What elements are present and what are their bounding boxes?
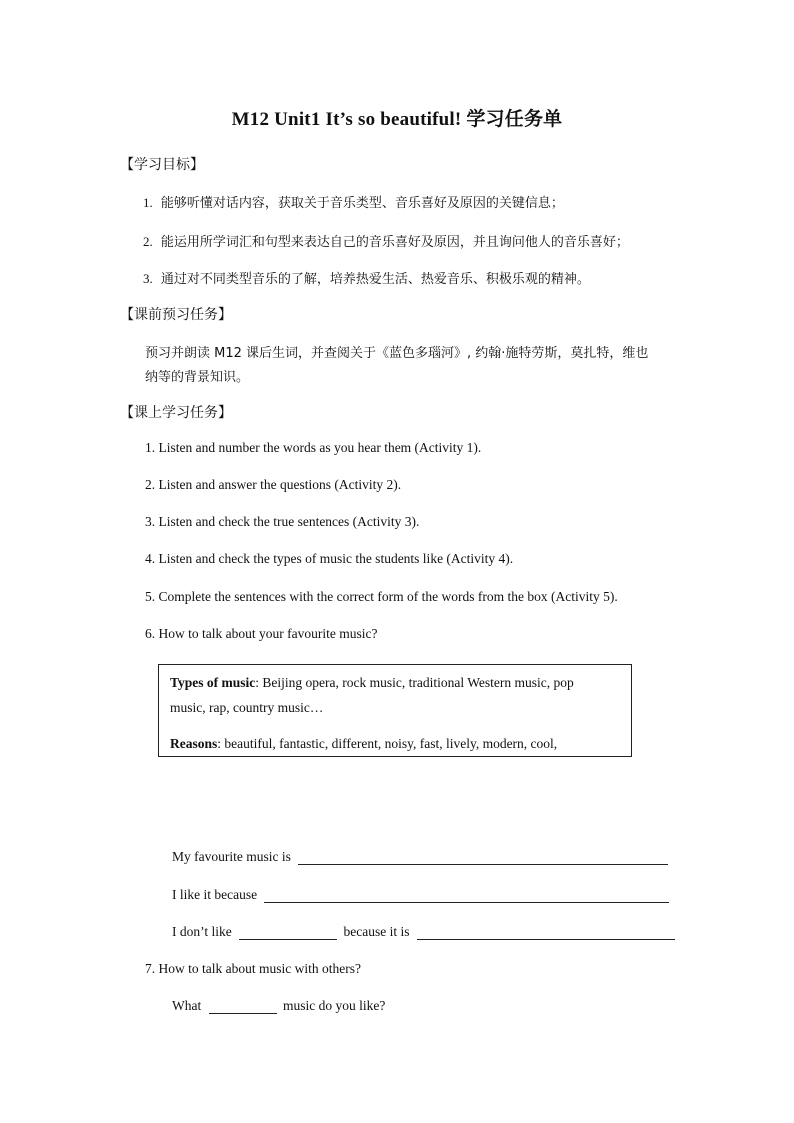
types-label: Types of music <box>170 675 256 690</box>
goal-number: 2. <box>143 234 153 249</box>
fill-favourite-label: My favourite music is <box>172 849 291 864</box>
goal-item <box>143 268 590 287</box>
answer-blank[interactable] <box>209 999 277 1014</box>
fill-dont-like <box>172 924 675 940</box>
section-heading-class: 【课上学习任务】 <box>120 405 232 421</box>
word-box <box>158 664 632 757</box>
goal-number: 1. <box>143 195 153 210</box>
task-item: 2. Listen and answer the questions (Activity 2). <box>145 477 402 492</box>
fill-favourite <box>172 849 668 865</box>
what-music-question <box>172 998 385 1014</box>
types-of-music-row-cont: music, rap, country music… <box>170 700 324 715</box>
goal-item <box>143 192 564 211</box>
reasons-label: Reasons <box>170 736 218 751</box>
goal-item <box>143 231 629 250</box>
task-item: 7. How to talk about music with others? <box>145 961 361 976</box>
task-item: 4. Listen and check the types of music the students like (Activity 4). <box>145 551 514 566</box>
page-title: M12 Unit1 It’s so beautiful! 学习任务单 <box>231 109 563 130</box>
task-item: 5. Complete the sentences with the correct form of the words from the box (Activity 5). <box>145 589 618 604</box>
fill-like-because <box>172 887 669 903</box>
goal-text: 通过对不同类型音乐的了解，培养热爱生活、热爱音乐、积极乐观的精神。 <box>160 272 590 287</box>
answer-blank[interactable] <box>298 850 668 865</box>
task-item: 1. Listen and number the words as you hear them (Activity 1). <box>145 440 482 455</box>
section-heading-preview: 【课前预习任务】 <box>120 307 232 323</box>
preview-text-line2: 纳等的背景知识。 <box>145 370 250 385</box>
answer-blank[interactable] <box>417 925 675 940</box>
answer-blank[interactable] <box>239 925 337 940</box>
goal-text: 能运用所学词汇和句型来表达自己的音乐喜好及原因，并且询问他人的音乐喜好； <box>160 235 629 250</box>
task-item: 3. Listen and check the true sentences (Activity 3). <box>145 514 420 529</box>
reasons-text: : beautiful, fantastic, different, noisy, fast, lively, modern, cool, <box>217 736 558 751</box>
section-heading-goals: 【学习目标】 <box>120 157 204 173</box>
types-of-music-row <box>170 675 574 691</box>
reasons-row <box>170 736 557 752</box>
task-item: 6. How to talk about your favourite music? <box>145 626 378 641</box>
what-prefix: What <box>172 998 202 1013</box>
fill-dont-like-label: I don’t like <box>172 924 232 939</box>
types-text: : Beijing opera, rock music, traditional Western music, pop <box>255 675 574 690</box>
what-suffix: music do you like? <box>283 998 386 1013</box>
fill-because-label: because it is <box>343 924 410 939</box>
goal-text: 能够听懂对话内容，获取关于音乐类型、音乐喜好及原因的关键信息； <box>160 196 564 211</box>
fill-like-label: I like it because <box>172 887 258 902</box>
preview-text-line1: 预习并朗读 M12 课后生词，并查阅关于《蓝色多瑙河》, 约翰·施特劳斯，莫扎特，维也 <box>145 346 649 361</box>
answer-blank[interactable] <box>264 888 669 903</box>
goal-number: 3. <box>143 271 153 286</box>
